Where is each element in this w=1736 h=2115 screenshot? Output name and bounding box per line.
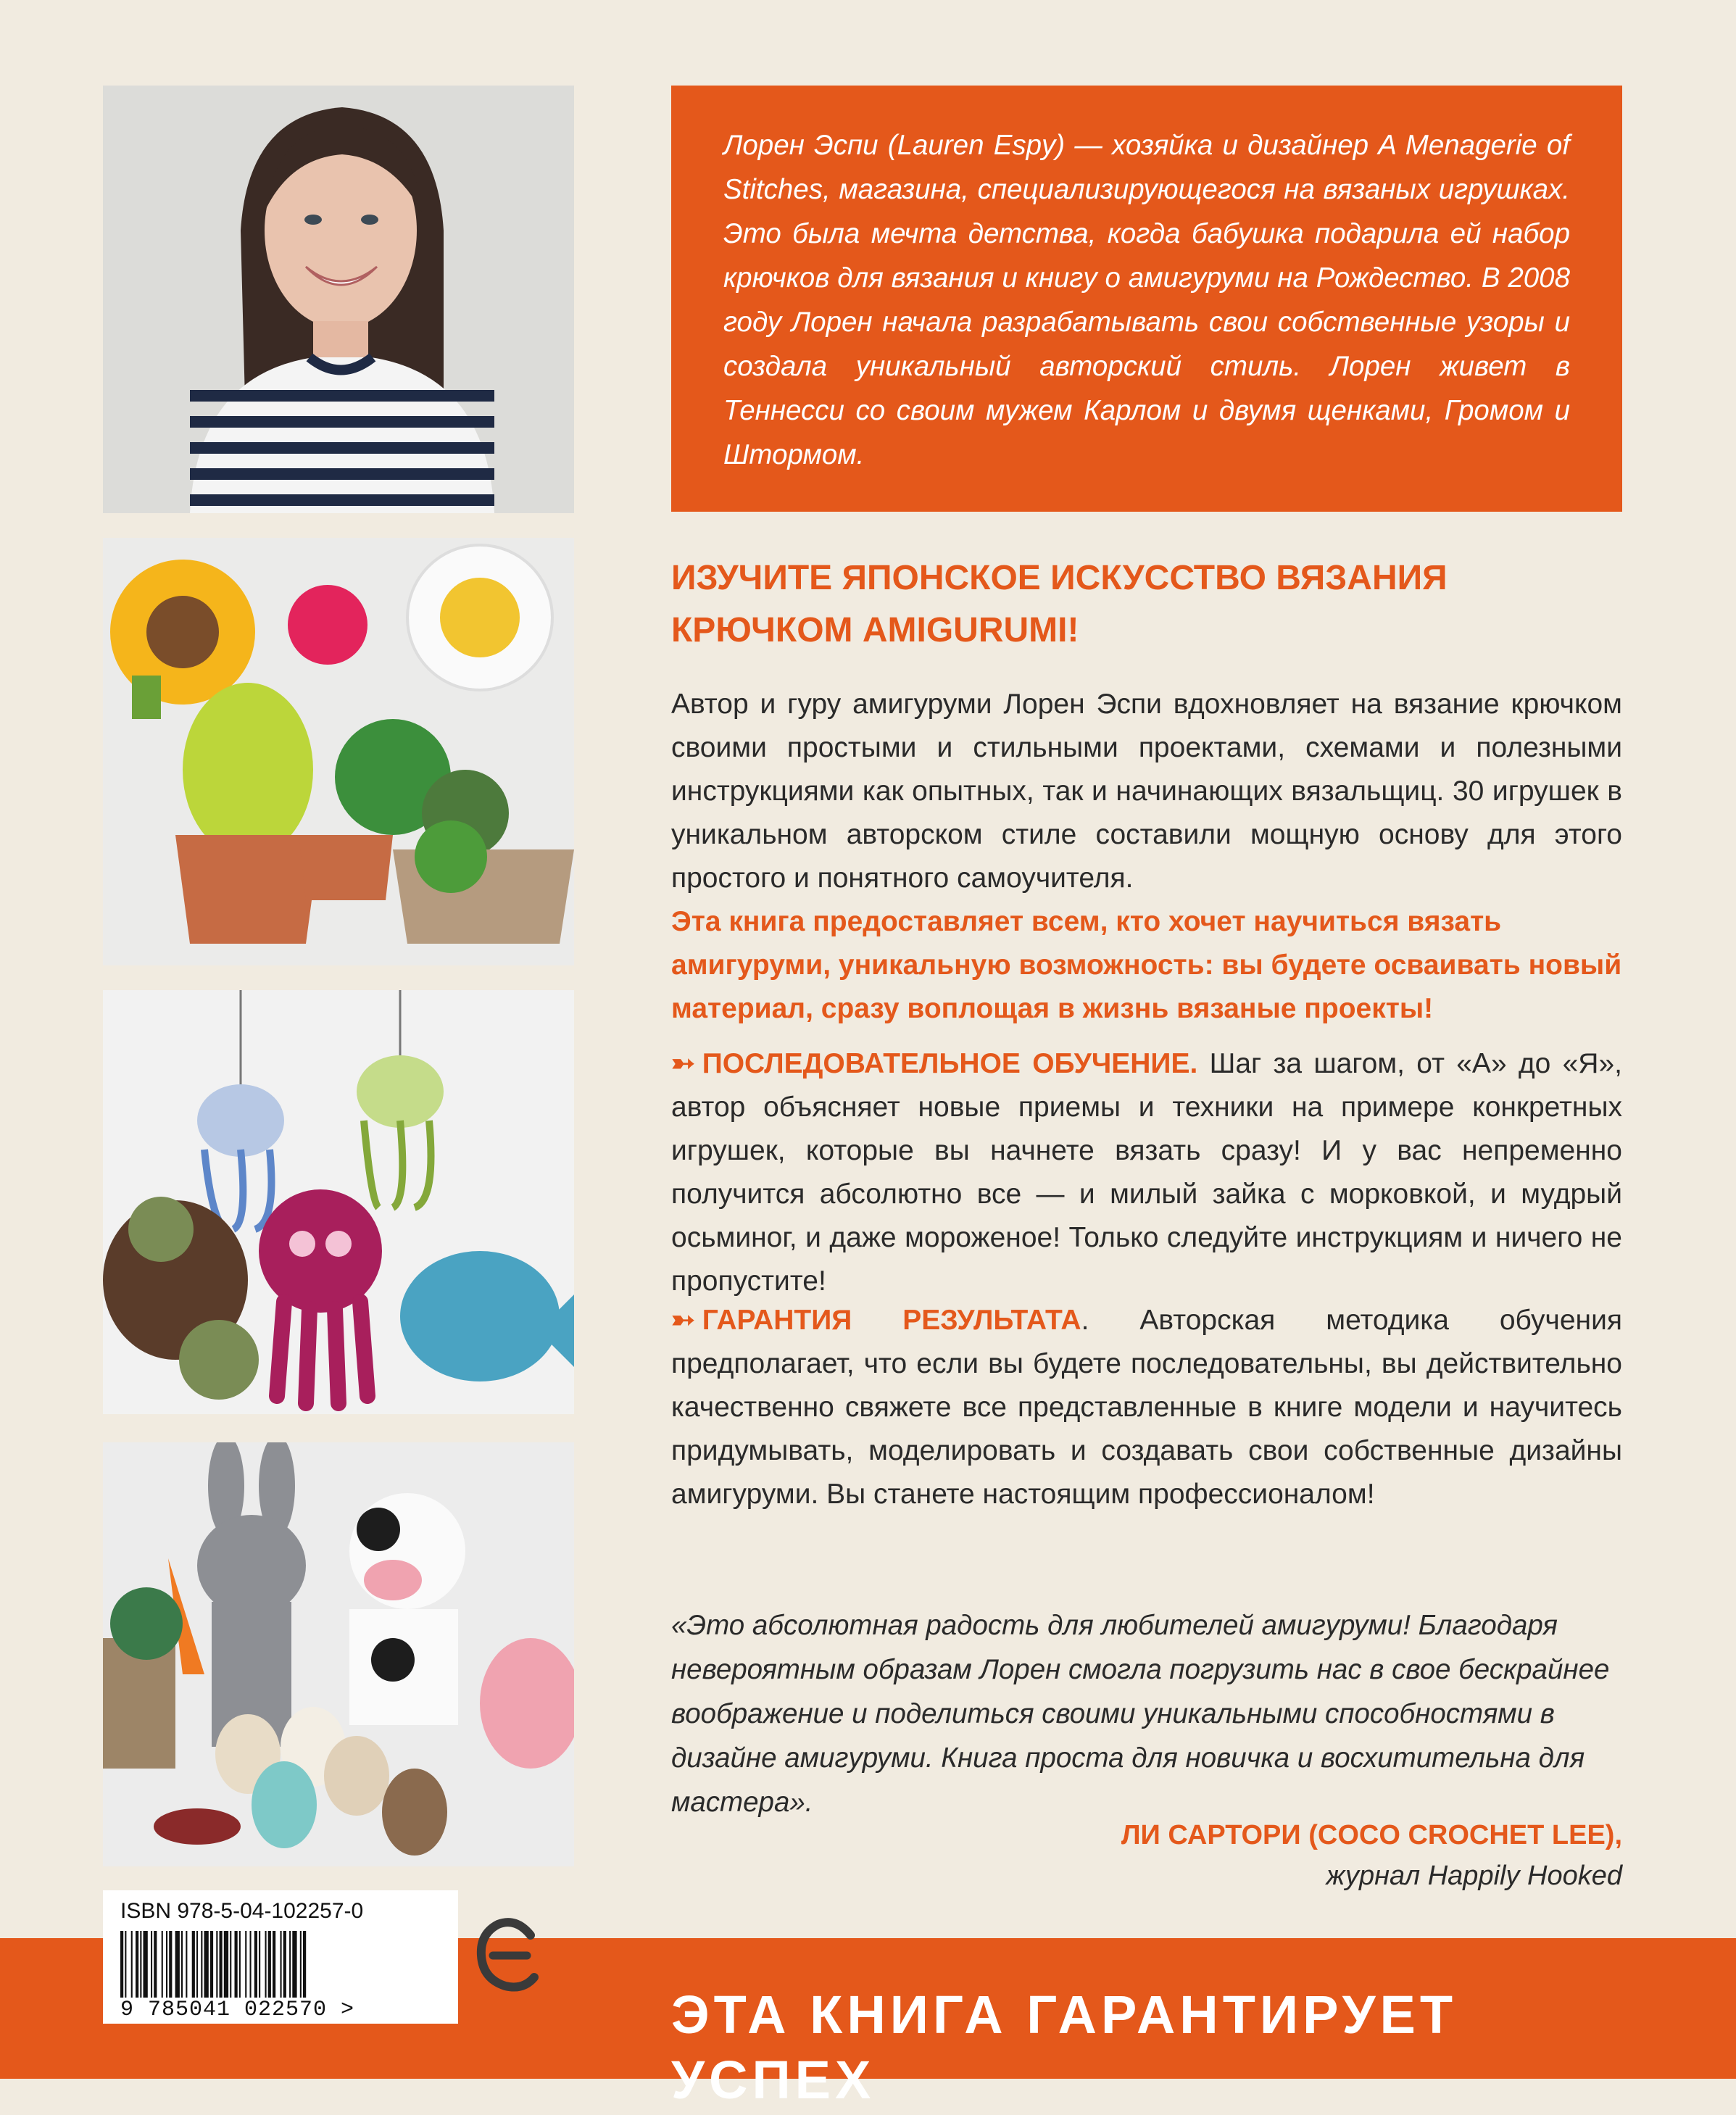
arrow-icon: ➳	[671, 1048, 695, 1079]
barcode-bar	[224, 1931, 228, 1998]
barcode-bar	[151, 1931, 152, 1998]
barcode-bar	[140, 1931, 141, 1998]
barcode-bar	[303, 1931, 306, 1998]
arrow-icon: ➳	[671, 1305, 695, 1336]
feature-text: Шаг за шагом, от «А» до «Я», автор объясняет новые приемы и техники на примере конкретных игрушек, которые вы начнете вязать сразу! И у вас непременно получится абсолютно все — и милый зайка с морковкой, и мудрый осьминог, и даже мороженое! Только следуйте инструкциям и ничего не пропустите!	[671, 1048, 1622, 1297]
barcode-digits: 9 785041 022570 >	[120, 1998, 355, 2022]
barcode-bar	[154, 1931, 157, 1998]
barcode-bar	[131, 1931, 133, 1998]
feature-guaranteed-result	[671, 1299, 1622, 1516]
author-bio-box	[671, 86, 1622, 512]
barcode-bar	[254, 1931, 257, 1998]
barcode-bar	[144, 1931, 148, 1998]
barcode-bar	[220, 1931, 223, 1998]
barcode-bar	[120, 1931, 123, 1998]
sea-animals-amigurumi-photo	[103, 990, 574, 1414]
barcode-bar	[259, 1931, 260, 1998]
feature-text: . Авторская методика обучения предполагает, что если вы будете последовательны, вы действительно качественно свяжете все представленные в книге модели и научитесь придумывать, моделировать и создавать свои собственные дизайны амигуруми. Вы станете настоящим профессионалом!	[671, 1305, 1622, 1510]
barcode-bar	[186, 1931, 187, 1998]
barcode-bar	[239, 1931, 241, 1998]
barcode-bar	[292, 1931, 296, 1998]
barcode-bar	[265, 1931, 267, 1998]
barcode-bar	[283, 1931, 286, 1998]
barcode-bar	[162, 1931, 163, 1998]
promo-paragraph: Эта книга предоставляет всем, кто хочет научиться вязать амигуруми, уникальную возможность: вы будете осваивать новый материал, сразу воплощая в жизнь вязаные проекты!	[671, 906, 1622, 1024]
barcode-bar	[166, 1931, 167, 1998]
slogan: ЭТА КНИГА ГАРАНТИРУЕТ УСПЕХ	[671, 1985, 1458, 2110]
barcode-bar	[235, 1931, 238, 1998]
barcode-bar	[201, 1931, 202, 1998]
barcode-bar	[230, 1931, 231, 1998]
quote-attribution	[671, 1815, 1622, 1896]
barcode-bar	[196, 1931, 198, 1998]
isbn-barcode-box	[103, 1890, 458, 2024]
flowers-amigurumi-photo	[103, 538, 574, 965]
barcode-bar	[136, 1931, 138, 1998]
review-quote: «Это абсолютная радость для любителей амигуруми! Благодаря невероятным образам Лорен смогла погрузить нас в свое бескрайнее воображение и поделиться своими уникальными способностями в дизайне амигуруми. Книга проста для новичка и восхитительна для мастера».	[671, 1610, 1610, 1818]
feature-title: ПОСЛЕДОВАТЕЛЬНОЕ ОБУЧЕНИЕ.	[702, 1048, 1198, 1079]
author-bio-text: Лорен Эспи (Lauren Espy) — хозяйка и дизайнер A Menagerie of Stitches, магазина, специализирующегося на вязаных игрушках. Это была мечта детства, когда бабушка подарила ей набор крючков для вязания и книгу о амигуруми на Рождество. В 2008 году Лорен начала разрабатывать свои собственные узоры и создала уникальный авторский стиль. Лорен живет в Теннесси со своим мужем Карлом и двумя щенками, Громом и Штормом.	[723, 130, 1570, 470]
headline	[671, 552, 1622, 657]
barcode-bar	[192, 1931, 195, 1998]
barcode-bar	[268, 1931, 271, 1998]
headline-line-2: КРЮЧКОМ AMIGURUMI!	[671, 611, 1079, 649]
barcode-bar	[281, 1931, 282, 1998]
feature-sequential-learning	[671, 1042, 1622, 1303]
author-photo	[103, 86, 574, 513]
feature-title: ГАРАНТИЯ РЕЗУЛЬТАТА	[702, 1305, 1081, 1336]
eksmo-logo	[473, 1914, 545, 1998]
isbn-label: ISBN 978-5-04-102257-0	[120, 1899, 364, 1923]
barcode-bar	[125, 1931, 126, 1998]
barcode-bar	[245, 1931, 246, 1998]
barcode-bar	[273, 1931, 275, 1998]
barcode-bar	[250, 1931, 252, 1998]
barcode	[120, 1931, 441, 1998]
barcode-bar	[289, 1931, 291, 1998]
barcode-bar	[216, 1931, 217, 1998]
farm-animals-amigurumi-photo	[103, 1442, 574, 1866]
intro-paragraph: Автор и гуру амигуруми Лорен Эспи вдохновляет на вязание крючком своими простыми и стильными проектами, схемами и полезными инструкциями как опытных, так и начинающих вязальщиц. 30 игрушек в уникальном авторском стиле составили мощную основу для этого простого и понятного самоучителя.	[671, 689, 1622, 894]
barcode-bar	[169, 1931, 172, 1998]
quote-author-name: ЛИ САРТОРИ (COCO CROCHET LEE),	[1121, 1820, 1622, 1850]
headline-line-1: ИЗУЧИТЕ ЯПОНСКОЕ ИСКУССТВО ВЯЗАНИЯ	[671, 559, 1448, 597]
barcode-bar	[181, 1931, 183, 1998]
barcode-bar	[300, 1931, 302, 1998]
barcode-bar	[204, 1931, 209, 1998]
quote-author-source: журнал Happily Hooked	[1326, 1861, 1622, 1891]
barcode-bar	[175, 1931, 180, 1998]
barcode-bar	[210, 1931, 213, 1998]
